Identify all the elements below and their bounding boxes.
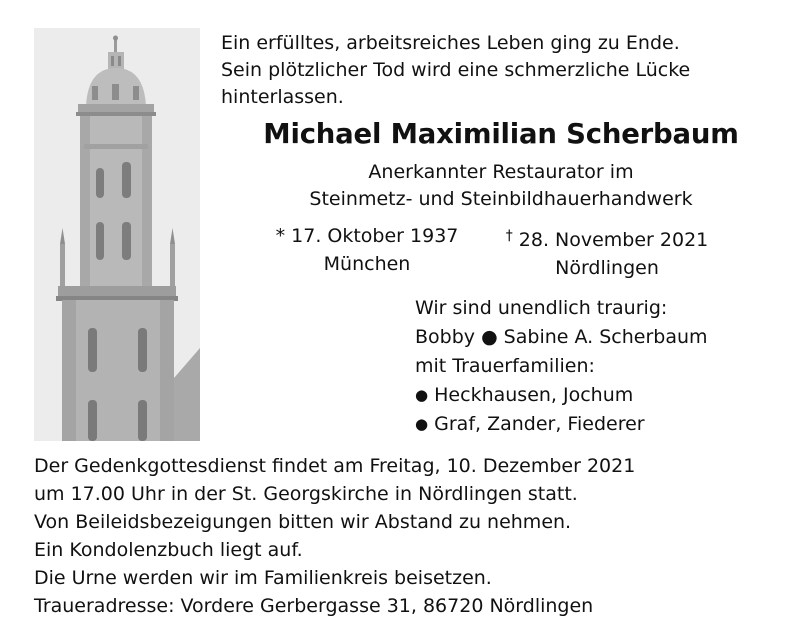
birth-info [247,222,487,278]
family-item [415,410,708,439]
condolence-line: Von Beileidsbezeigungen bitten wir Abstand zu nehmen. [34,511,572,533]
intro-text [221,30,690,111]
death-place: Nördlingen [555,257,659,279]
church-tower-photo [34,28,200,441]
mourning-address: Traueradresse: Vordere Gerbergasse 31, 86720 Nördlingen [34,595,594,617]
profession-line: Steinmetz- und Steinbildhauerhandwerk [309,188,693,210]
birth-star-icon: * [275,225,286,247]
family-name: Heckhausen, Jochum [434,384,634,406]
mourners-names: Bobby ● Sabine A. Scherbaum [415,326,708,348]
mourners-block [415,294,708,439]
church-tower-illustration [34,28,200,441]
intro-line: Sein plötzlicher Tod wird eine schmerzliche Lücke [221,59,691,81]
condolence-book-line: Ein Kondolenzbuch liegt auf. [34,539,303,561]
service-line: um 17.00 Uhr in der St. Georgskirche in Nördlingen statt. [34,483,578,505]
mourners-heading: Wir sind unendlich traurig: [415,297,668,319]
intro-line: hinterlassen. [221,86,344,108]
family-name: Graf, Zander, Fiederer [434,413,645,435]
death-date: 28. November 2021 [518,229,709,251]
deceased-name: Michael Maximilian Scherbaum [263,118,739,150]
urn-line: Die Urne werden wir im Familienkreis beisetzen. [34,567,492,589]
family-item [415,381,708,410]
intro-line: Ein erfülltes, arbeitsreiches Leben ging zu Ende. [221,32,680,54]
service-line: Der Gedenkgottesdienst findet am Freitag, 10. Dezember 2021 [34,455,636,477]
service-info [34,452,635,620]
bullet-icon: ● [415,386,429,404]
death-cross-icon: † [505,228,513,244]
death-info [487,222,727,282]
birth-date: 17. Oktober 1937 [291,225,459,247]
bullet-icon: ● [415,415,429,433]
profession [221,159,781,213]
mourners-with: mit Trauerfamilien: [415,355,595,377]
birth-place: München [323,253,411,275]
profession-line: Anerkannter Restaurator im [368,161,634,183]
